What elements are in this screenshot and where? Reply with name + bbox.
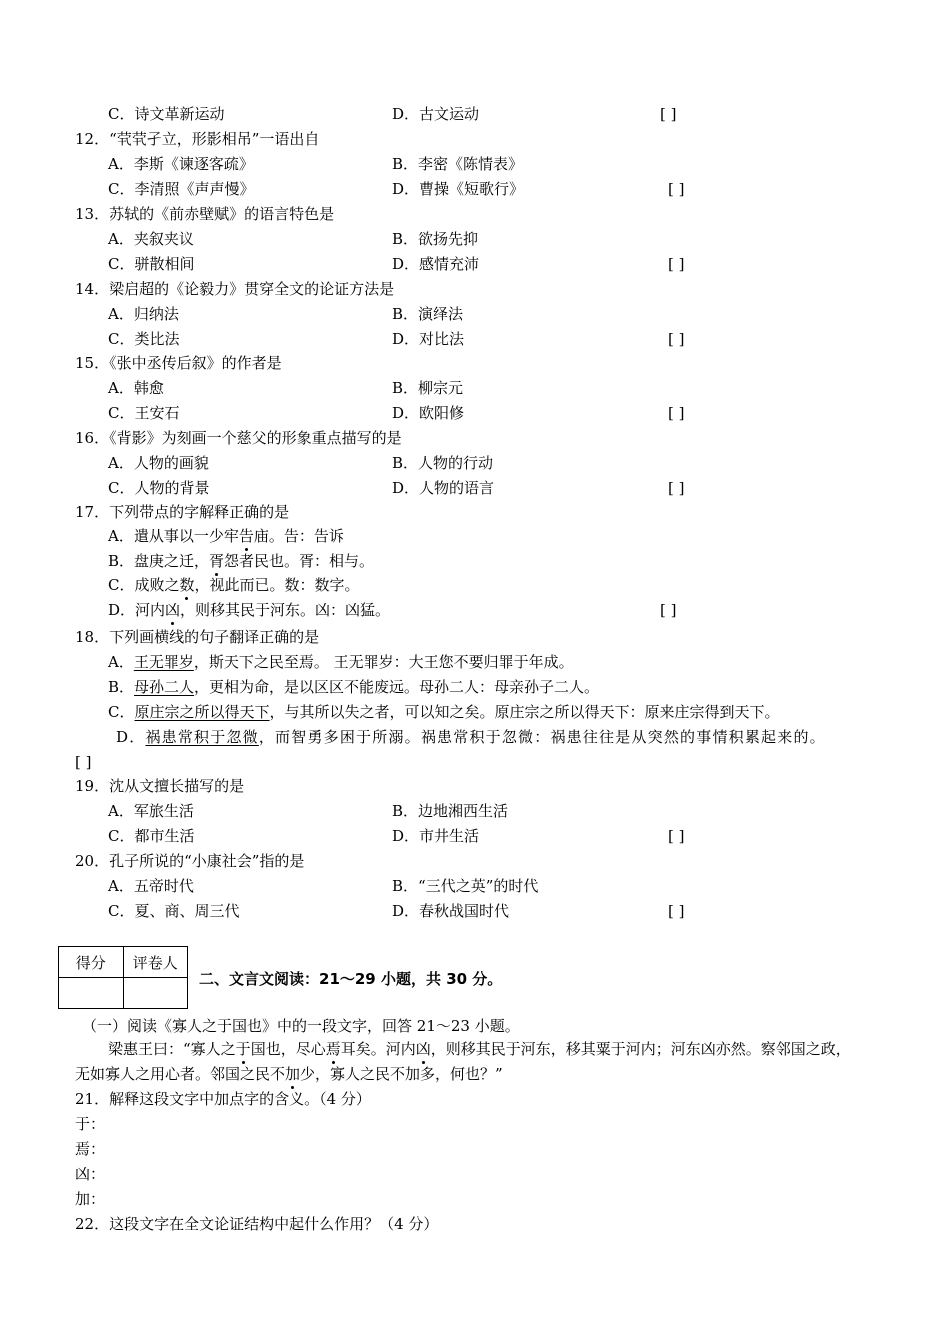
q19-stem: 19．沈从文擅长描写的是 <box>75 777 245 795</box>
q20-option-c: C．夏、商、周三代 <box>108 902 240 920</box>
q18-option-a: A．王无罪岁，斯天下之民至焉。 王无罪岁：大王您不要归罪于年成。 <box>108 653 574 671</box>
q21-stem: 21．解释这段文字中加点字的含义。（4 分） <box>75 1090 371 1108</box>
dotted-char: 告 <box>238 527 254 545</box>
underlined-phrase: 王无罪岁 <box>133 653 194 671</box>
q13-answer-bracket: [ ] <box>668 255 685 273</box>
dotted-char: 胥 <box>209 552 225 570</box>
dotted-char: 焉 <box>325 1040 341 1058</box>
q20-option-d: D．春秋战国时代 <box>392 902 510 920</box>
dotted-char: 凶 <box>415 1040 431 1058</box>
q12-option-d: D．曹操《短歌行》 <box>392 180 525 198</box>
q20-answer-bracket: [ ] <box>668 902 685 920</box>
q11-option-c: C．诗文革新运动 <box>108 105 225 123</box>
q18-answer-bracket: [ ] <box>75 753 92 771</box>
q16-option-c: C．人物的背景 <box>108 479 210 497</box>
q13-option-a: A．夹叙夹议 <box>108 230 194 248</box>
dotted-char: 于 <box>235 1040 251 1058</box>
q19-answer-bracket: [ ] <box>668 827 685 845</box>
q18-option-b: B．母孙二人，更相为命，是以区区不能废远。母孙二人：母亲孙子二人。 <box>108 678 600 696</box>
q17-option-a: A．遣从事以一少牢告庙。告：告诉 <box>108 527 344 545</box>
grader-label: 评卷人 <box>123 947 188 978</box>
q22-stem: 22．这段文字在全文论证结构中起什么作用？（4 分） <box>75 1215 439 1233</box>
q11-option-d: D．古文运动 <box>392 105 480 123</box>
q15-answer-bracket: [ ] <box>668 404 685 422</box>
q14-option-a: A．归纳法 <box>108 305 179 323</box>
score-label: 得分 <box>59 947 124 978</box>
q12-stem: 12．“茕茕孑立，形影相吊”一语出自 <box>75 130 320 148</box>
q19-option-a: A．军旅生活 <box>108 802 194 820</box>
section-2-title: 二、文言文阅读：21～29 小题，共 30 分。 <box>199 970 503 988</box>
q16-option-d: D．人物的语言 <box>392 479 495 497</box>
q17-answer-bracket: [ ] <box>660 601 677 619</box>
q17-stem: 17．下列带点的字解释正确的是 <box>75 503 290 521</box>
passage-line-1: 梁惠王曰：“寡人之于国也，尽心焉耳矣。河内凶，则移其民于河东，移其粟于河内；河东凶亦然。察邻国之政， <box>108 1040 851 1058</box>
q17-option-b: B．盘庚之迁，胥怨者民也。胥：相与。 <box>108 552 375 570</box>
q14-option-d: D．对比法 <box>392 330 465 348</box>
q20-option-a: A．五帝时代 <box>108 877 194 895</box>
q16-option-a: A．人物的画貌 <box>108 454 209 472</box>
answer-line-jia[interactable]: 加： <box>75 1190 106 1208</box>
q14-answer-bracket: [ ] <box>668 330 685 348</box>
score-cell[interactable] <box>59 978 124 1009</box>
q16-answer-bracket: [ ] <box>668 479 685 497</box>
q13-option-b: B．欲扬先抑 <box>392 230 479 248</box>
underlined-phrase: 原庄宗之所以得天下 <box>134 703 270 721</box>
underlined-phrase: 祸患常积于忽微 <box>145 728 259 746</box>
q19-option-c: C．都市生活 <box>108 827 195 845</box>
q14-option-c: C．类比法 <box>108 330 180 348</box>
q15-option-c: C．王安石 <box>108 404 180 422</box>
q20-stem: 20．孔子所说的“小康社会”指的是 <box>75 852 305 870</box>
q12-option-b: B．李密《陈情表》 <box>392 155 524 173</box>
q16-option-b: B．人物的行动 <box>392 454 494 472</box>
q11-answer-bracket: [ ] <box>660 105 677 123</box>
q17-option-d: D．河内凶，则移其民于河东。凶：凶猛。 <box>108 601 391 619</box>
q15-option-b: B．柳宗元 <box>392 379 464 397</box>
answer-line-yan[interactable]: 焉： <box>75 1140 106 1158</box>
q20-option-b: B．“三代之英”的时代 <box>392 877 539 895</box>
q12-option-a: A．李斯《谏逐客疏》 <box>108 155 254 173</box>
q13-stem: 13．苏轼的《前赤壁赋》的语言特色是 <box>75 205 335 223</box>
q16-stem: 16．《背影》为刻画一个慈父的形象重点描写的是 <box>75 429 402 447</box>
q15-stem: 15．《张中丞传后叙》的作者是 <box>75 354 282 372</box>
q14-option-b: B．演绎法 <box>392 305 464 323</box>
dotted-char: 加 <box>285 1065 301 1083</box>
section-2-subheading: （一）阅读《寡人之于国也》中的一段文字，回答 21～23 小题。 <box>82 1017 520 1035</box>
passage-line-2: 无如寡人之用心者。邻国之民不加少，寡人之民不加多，何也？” <box>75 1065 503 1083</box>
score-box <box>58 946 188 1009</box>
q18-option-c: C．原庄宗之所以得天下，与其所以失之者，可以知之矣。原庄宗之所以得天下：原来庄宗得到天下。 <box>108 703 780 721</box>
q18-option-d: D．祸患常积于忽微，而智勇多困于所溺。祸患常积于忽微：祸患往往是从突然的事情积累起来的。 <box>116 728 826 746</box>
dotted-char: 数 <box>179 576 195 594</box>
q14-stem: 14．梁启超的《论毅力》贯穿全文的论证方法是 <box>75 280 395 298</box>
dotted-char: 凶 <box>165 601 181 619</box>
q12-option-c: C．李清照《声声慢》 <box>108 180 255 198</box>
underlined-phrase: 母孙二人 <box>134 678 195 696</box>
q13-option-c: C．骈散相间 <box>108 255 195 273</box>
q17-option-c: C．成败之数，视此而已。数：数字。 <box>108 576 360 594</box>
grader-cell[interactable] <box>123 978 188 1009</box>
q15-option-a: A．韩愈 <box>108 379 164 397</box>
q13-option-d: D．感情充沛 <box>392 255 480 273</box>
answer-line-xiong[interactable]: 凶： <box>75 1165 106 1183</box>
q19-option-d: D．市井生活 <box>392 827 480 845</box>
q19-option-b: B．边地湘西生活 <box>392 802 509 820</box>
q18-stem: 18．下列画横线的句子翻译正确的是 <box>75 628 320 646</box>
q15-option-d: D．欧阳修 <box>392 404 465 422</box>
answer-line-yu[interactable]: 于： <box>75 1115 106 1133</box>
q12-answer-bracket: [ ] <box>668 180 685 198</box>
